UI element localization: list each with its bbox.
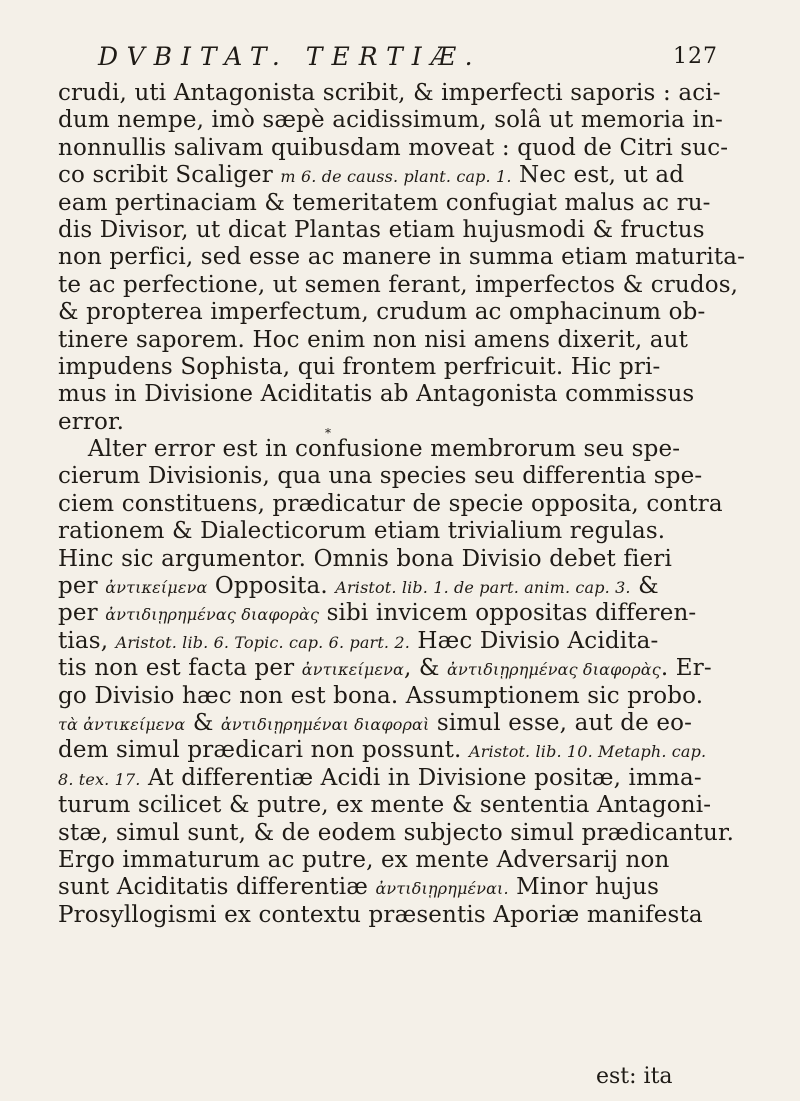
- text-segment: turum scilicet & putre, ex mente & sententia Antagoni-: [58, 792, 712, 819]
- text-line: [58, 354, 748, 381]
- text-segment: per: [58, 600, 106, 627]
- text-segment: tinere saporem. Hoc enim non nisi amens dixerit, aut: [58, 326, 688, 353]
- text-segment: error.: [58, 408, 125, 435]
- text-segment: dis Divisor, ut dicat Plantas etiam hujusmodi & fructus: [58, 216, 705, 243]
- text-line: [58, 80, 748, 107]
- text-line: [58, 272, 748, 299]
- text-line: [58, 820, 748, 847]
- text-line: [58, 655, 748, 682]
- text-segment: nonnullis salivam quibusdam moveat : quod de Citri suc-: [58, 134, 729, 161]
- text-segment: sibi invicem oppositas differen-: [319, 600, 697, 627]
- text-segment: simul esse, aut de eo-: [429, 709, 693, 736]
- text-line: [58, 628, 748, 655]
- text-line: [58, 683, 748, 710]
- text-segment: Minor hujus: [508, 874, 660, 901]
- text-line: [58, 162, 748, 189]
- text-segment: impudens Sophista, qui frontem perfricuit. Hic pri-: [58, 353, 661, 380]
- greek-phrase: τὰ ἀντικείμενα: [58, 714, 186, 734]
- text-segment: mus in Divisione Aciditatis ab Antagonista commissus: [58, 381, 695, 408]
- text-segment: stæ, simul sunt, & de eodem subjecto simul prædicantur.: [58, 819, 735, 846]
- greek-phrase: ἀντιδιῃρημένας διαφορὰς: [105, 605, 320, 625]
- text-segment: crudi, uti Antagonista scribit, & imperfecti saporis : aci-: [58, 80, 721, 106]
- text-line: [58, 190, 748, 217]
- citation: 8. tex. 17.: [58, 769, 141, 789]
- text-segment: co scribit Scaliger: [58, 162, 281, 189]
- text-line: [58, 847, 748, 874]
- text-segment: Hæc Divisio Acidita-: [409, 627, 659, 654]
- text-segment: Opposita.: [207, 573, 336, 600]
- text-line: [58, 381, 748, 408]
- text-segment: ciem constituens, prædicatur de specie opposita, contra: [58, 490, 723, 517]
- text-line: [58, 327, 748, 354]
- citation: Aristot. lib. 6. Topic. cap. 6. part. 2.: [115, 632, 410, 652]
- text-line: [58, 765, 748, 792]
- text-line: [58, 436, 748, 463]
- text-segment: cierum Divisionis, qua una species seu differentia spe-: [58, 463, 703, 490]
- text-line: [58, 737, 748, 764]
- text-line: [58, 546, 748, 573]
- text-line: [58, 874, 748, 901]
- text-segment: Alter error est in confusione membrorum seu spe-: [58, 436, 681, 463]
- greek-phrase: ἀντιδιῃρημένας διαφορὰς: [446, 660, 661, 680]
- text-line: [58, 217, 748, 244]
- text-segment: . Er-: [660, 655, 712, 682]
- text-segment: eam pertinaciam & temeritatem confugiat malus ac ru-: [58, 189, 711, 216]
- text-segment: At differentiæ Acidi in Divisione positæ, imma-: [140, 764, 702, 791]
- text-line: [58, 107, 748, 134]
- text-segment: Hinc sic argumentor. Omnis bona Divisio debet fieri: [58, 545, 672, 572]
- text-segment: non perfici, sed esse ac manere in summa etiam maturita-: [58, 244, 746, 271]
- text-line: [58, 135, 748, 162]
- text-segment: , &: [403, 655, 447, 682]
- text-line: [58, 518, 748, 545]
- text-line: [58, 491, 748, 518]
- text-line: [58, 902, 748, 929]
- body-text: [58, 80, 748, 929]
- running-head: DVBITAT. TERTIÆ.: [98, 42, 482, 71]
- text-segment: dum nempe, imò sæpè acidissimum, solâ ut memoria in-: [58, 107, 723, 134]
- text-segment: dem simul prædicari non possunt.: [58, 737, 469, 764]
- greek-phrase: ἀντιδιῃρημέναι.: [375, 879, 509, 899]
- citation: Aristot. lib. 10. Metaph. cap.: [468, 742, 707, 762]
- greek-phrase: ἀντιδιῃρημέναι διαφοραὶ: [220, 714, 430, 734]
- greek-phrase: ἀντικείμενα: [105, 578, 208, 598]
- page-header: [98, 42, 718, 74]
- text-segment: rationem & Dialecticorum etiam trivialium regulas.: [58, 518, 666, 545]
- catchword: est: ita: [596, 1064, 673, 1089]
- text-segment: &: [185, 709, 221, 736]
- text-segment: sunt Aciditatis differentiæ: [58, 874, 376, 901]
- text-line: [58, 573, 748, 600]
- text-segment: &: [630, 573, 659, 600]
- text-segment: go Divisio hæc non est bona. Assumptionem sic probo.: [58, 682, 704, 709]
- text-segment: Nec est, ut ad: [511, 162, 685, 189]
- text-line: [58, 792, 748, 819]
- page-number: 127: [673, 44, 718, 69]
- text-line: [58, 244, 748, 271]
- text-line: [58, 710, 748, 737]
- citation: m 6. de causs. plant. cap. 1.: [280, 167, 512, 187]
- text-line: [58, 299, 748, 326]
- text-line: [58, 409, 748, 436]
- text-line: [58, 600, 748, 627]
- citation: Aristot. lib. 1. de part. anim. cap. 3.: [335, 578, 631, 598]
- text-line: [58, 463, 748, 490]
- greek-phrase: ἀντικείμενα: [301, 660, 404, 680]
- text-segment: tis non est facta per: [58, 655, 302, 682]
- text-segment: Ergo immaturum ac putre, ex mente Adversarij non: [58, 846, 670, 873]
- text-segment: Prosyllogismi ex contextu præsentis Aporiæ manifesta: [58, 901, 703, 928]
- text-segment: per: [58, 573, 106, 600]
- text-segment: tias,: [58, 627, 116, 654]
- text-segment: & propterea imperfectum, crudum ac omphacinum ob-: [58, 299, 706, 326]
- text-segment: te ac perfectione, ut semen ferant, imperfectos & crudos,: [58, 271, 739, 298]
- marginal-asterisk: *: [325, 426, 331, 440]
